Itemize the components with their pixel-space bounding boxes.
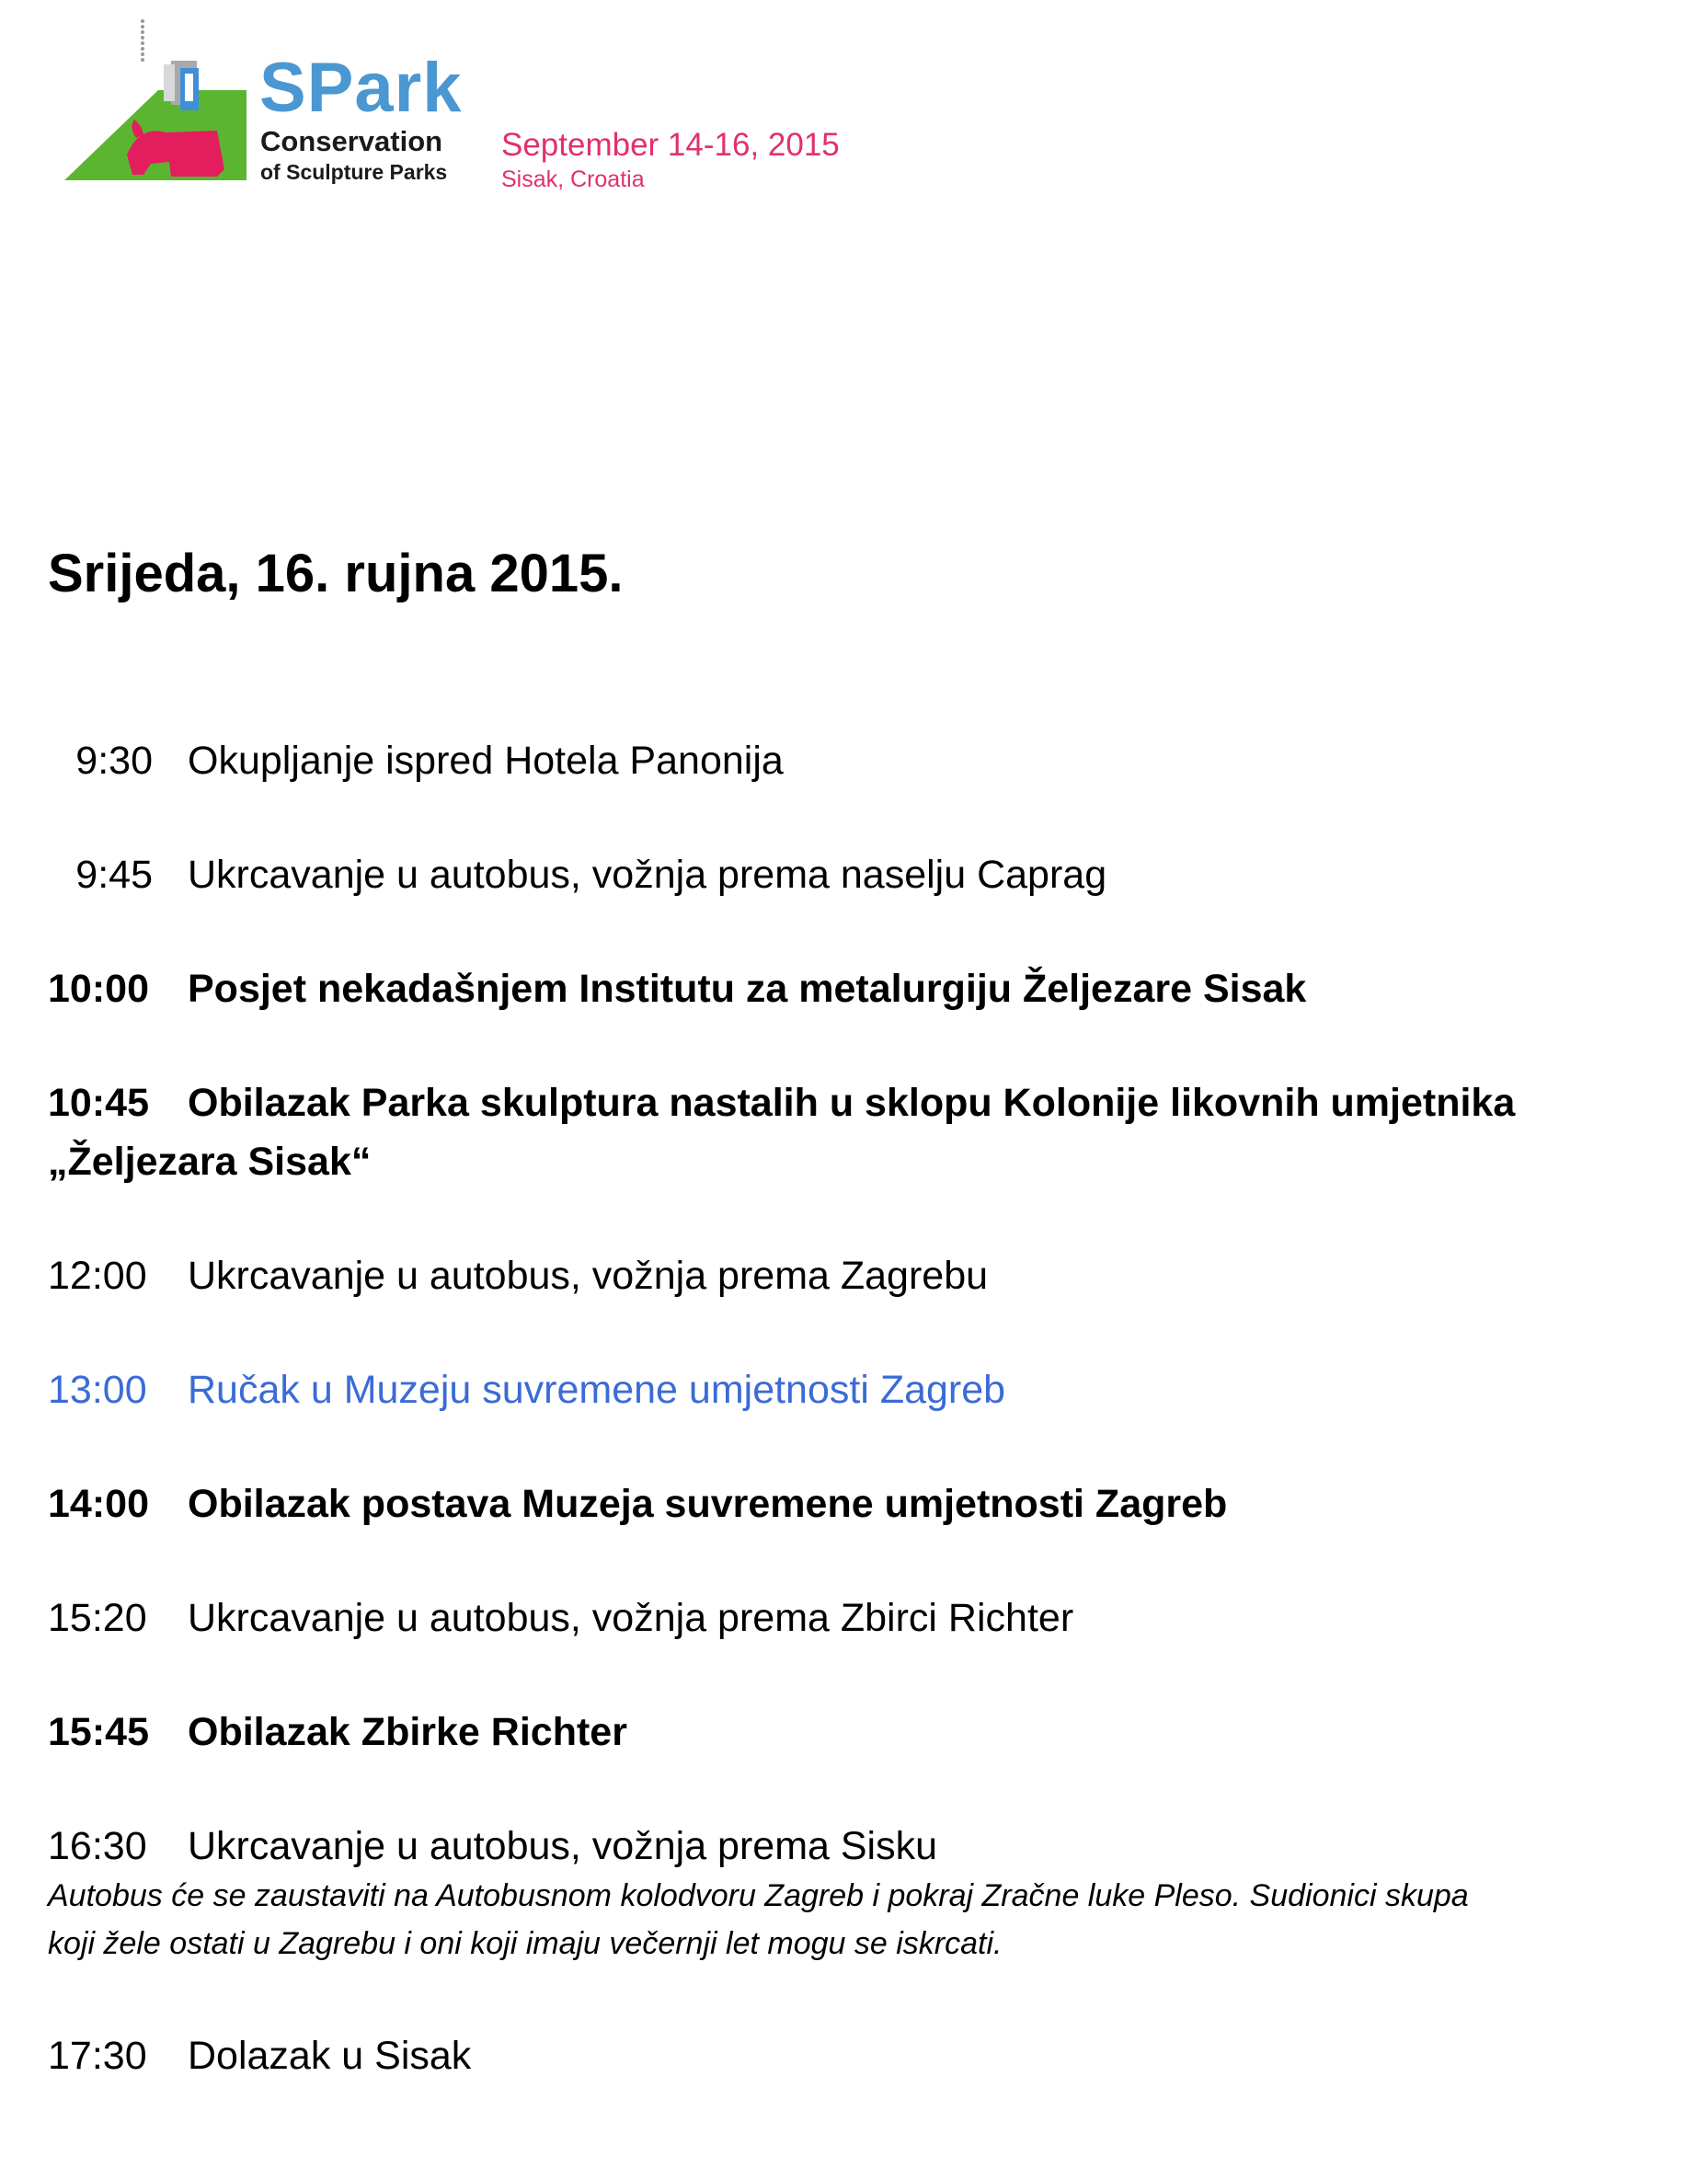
- schedule-item: [48, 1817, 1667, 1876]
- schedule-time: 16:30: [48, 1824, 147, 1868]
- schedule-text: Ručak u Muzeju suvremene umjetnosti Zagreb: [188, 1368, 1006, 1412]
- page-title: Srijeda, 16. rujna 2015.: [48, 544, 624, 603]
- schedule-time: 13:00: [48, 1368, 147, 1412]
- schedule-time: 15:45: [48, 1710, 149, 1754]
- logo-brand-name: SPark: [259, 49, 463, 127]
- schedule-text: Ukrcavanje u autobus, vožnja prema naselju Caprag: [188, 853, 1107, 897]
- schedule-item: [48, 1589, 1667, 1647]
- schedule-text-continuation: „Željezara Sisak“: [48, 1140, 372, 1184]
- event-dates: September 14-16, 2015: [501, 127, 840, 163]
- schedule-time: 9:45: [75, 853, 153, 897]
- schedule-text: Ukrcavanje u autobus, vožnja prema Zbirci Richter: [188, 1596, 1074, 1640]
- schedule-time: 9:30: [75, 739, 153, 783]
- schedule-item-highlighted: [48, 1360, 1667, 1419]
- schedule-note-line1: Autobus će se zaustaviti na Autobusnom kolodvoru Zagreb i pokraj Zračne luke Pleso. Sudionici skupa: [48, 1878, 1469, 1913]
- schedule-item: [48, 2026, 1667, 2085]
- event-place: Sisak, Croatia: [501, 166, 645, 192]
- schedule-text: Obilazak Parka skulptura nastalih u sklopu Kolonije likovnih umjetnika: [188, 1081, 1516, 1125]
- spark-logo: [55, 17, 865, 191]
- schedule-time: 17:30: [48, 2034, 147, 2078]
- schedule-item: [48, 731, 1667, 790]
- schedule-item: [48, 1703, 1667, 1761]
- schedule-item: [48, 959, 1667, 1018]
- logo-subtitle-line1: Conservation: [260, 125, 443, 157]
- schedule-time: 15:20: [48, 1596, 147, 1640]
- schedule-text: Obilazak Zbirke Richter: [188, 1710, 627, 1754]
- schedule-text: Okupljanje ispred Hotela Panonija: [188, 739, 784, 783]
- schedule-note-line2: koji žele ostati u Zagrebu i oni koji imaju večernji let mogu se iskrcati.: [48, 1926, 1003, 1961]
- schedule-text: Posjet nekadašnjem Institutu za metalurgiju Željezare Sisak: [188, 967, 1307, 1011]
- sculpture-park-logo-icon: [55, 17, 267, 191]
- schedule-time: 10:45: [48, 1081, 149, 1125]
- schedule-item: [48, 1246, 1667, 1305]
- schedule-text: Ukrcavanje u autobus, vožnja prema Sisku: [188, 1824, 938, 1868]
- schedule-item: [48, 1073, 1667, 1191]
- schedule-time: 12:00: [48, 1254, 147, 1298]
- schedule-text: Obilazak postava Muzeja suvremene umjetnosti Zagreb: [188, 1482, 1228, 1526]
- schedule-item: [48, 845, 1667, 904]
- schedule-item: [48, 1474, 1667, 1533]
- schedule-time: 14:00: [48, 1482, 149, 1526]
- schedule-text: Dolazak u Sisak: [188, 2034, 472, 2078]
- logo-subtitle-line2: of Sculpture Parks: [260, 160, 448, 184]
- schedule-text: Ukrcavanje u autobus, vožnja prema Zagrebu: [188, 1254, 989, 1298]
- schedule-time: 10:00: [48, 967, 149, 1011]
